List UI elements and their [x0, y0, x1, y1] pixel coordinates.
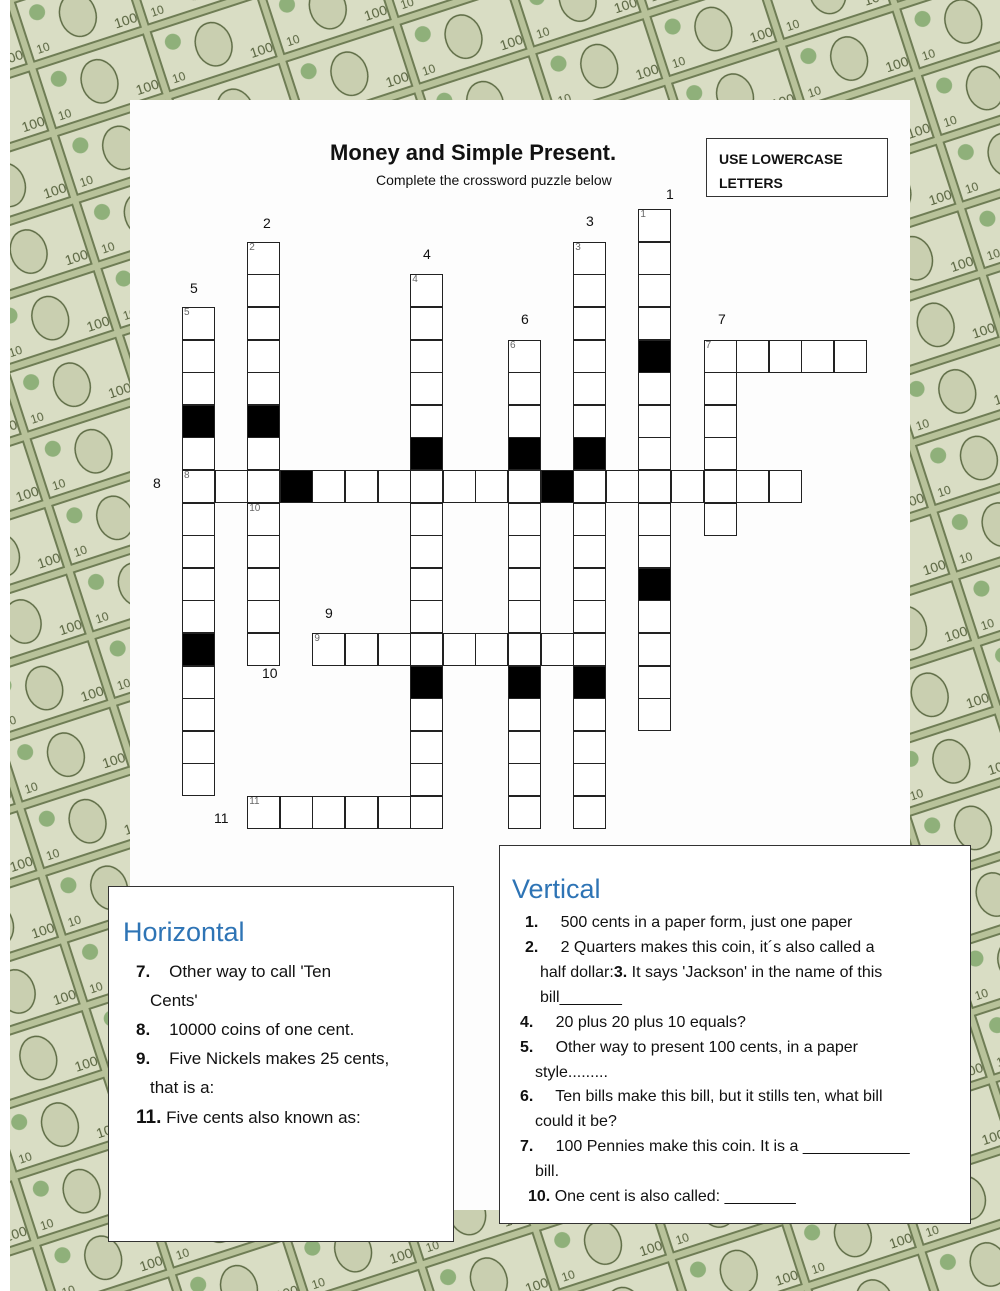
cell-number: 2 — [249, 241, 255, 253]
clue-text: Other way to call 'Ten — [169, 962, 332, 981]
crossword-cell[interactable] — [573, 274, 606, 307]
crossword-cell[interactable] — [573, 242, 606, 275]
vertical-heading: Vertical — [512, 874, 601, 904]
crossword-block — [573, 666, 606, 699]
crossword-cell[interactable] — [508, 731, 541, 764]
word-label-11: 11 — [214, 810, 229, 826]
crossword-cell[interactable] — [704, 340, 737, 373]
crossword-cell[interactable] — [508, 698, 541, 731]
crossword-cell[interactable] — [638, 503, 671, 536]
clue-line — [535, 1159, 559, 1184]
cell-number: 7 — [705, 339, 712, 351]
crossword-cell[interactable] — [410, 698, 443, 731]
crossword-cell[interactable] — [638, 372, 671, 405]
crossword-cell[interactable] — [573, 600, 606, 633]
crossword-cell[interactable] — [508, 503, 541, 536]
clue-line — [520, 1035, 858, 1060]
word-label-7: 7 — [718, 311, 726, 327]
cell-number: 10 — [249, 502, 261, 514]
clue-line — [150, 986, 198, 1015]
clue-line — [540, 985, 622, 1010]
instruction-note — [706, 138, 888, 197]
crossword-cell[interactable] — [182, 307, 215, 340]
crossword-cell[interactable] — [247, 633, 280, 666]
crossword-cell[interactable] — [247, 796, 280, 829]
crossword-cell[interactable] — [312, 633, 345, 666]
crossword-cell[interactable] — [378, 470, 411, 503]
cell-number: 3 — [575, 241, 581, 253]
crossword-cell[interactable] — [182, 568, 215, 601]
crossword-cell[interactable] — [638, 535, 671, 568]
crossword-cell[interactable] — [573, 731, 606, 764]
crossword-cell[interactable] — [736, 340, 769, 373]
crossword-cell[interactable] — [182, 600, 215, 633]
crossword-cell[interactable] — [769, 340, 802, 373]
clue-text: 20 plus 20 plus 10 equals? — [555, 1014, 746, 1031]
word-label-6: 6 — [521, 311, 529, 327]
crossword-cell[interactable] — [410, 405, 443, 438]
crossword-cell[interactable] — [410, 763, 443, 796]
clue-number: 4. — [520, 1014, 534, 1031]
clue-text: 10000 coins of one cent. — [169, 1020, 355, 1039]
crossword-block — [541, 470, 574, 503]
crossword-cell[interactable] — [410, 535, 443, 568]
crossword-block — [247, 405, 280, 438]
crossword-cell[interactable] — [247, 307, 280, 340]
clue-number: 5. — [520, 1039, 534, 1056]
crossword-cell[interactable] — [638, 600, 671, 633]
clue-text: 2 Quarters makes this coin, it´s also called a — [560, 939, 875, 956]
word-label-1: 1 — [666, 186, 674, 202]
crossword-cell[interactable] — [573, 503, 606, 536]
crossword-cell[interactable] — [508, 535, 541, 568]
clue-text: style......... — [535, 1064, 608, 1081]
crossword-cell[interactable] — [410, 796, 443, 829]
clue-number: 9. — [136, 1049, 151, 1068]
crossword-cell[interactable] — [345, 796, 378, 829]
clue-text: 100 Pennies make this coin. It is a ____________ — [555, 1138, 910, 1155]
page-subtitle: Complete the crossword puzzle below — [376, 172, 612, 188]
crossword-cell[interactable] — [410, 503, 443, 536]
clue-line — [520, 1084, 883, 1109]
clue-number: 3. — [613, 964, 628, 981]
crossword-cell[interactable] — [247, 535, 280, 568]
cell-number: 9 — [314, 633, 320, 644]
crossword-cell[interactable] — [182, 731, 215, 764]
clue-line — [528, 1184, 796, 1209]
crossword-cell[interactable] — [801, 340, 834, 373]
crossword-cell[interactable] — [573, 470, 606, 503]
crossword-cell[interactable] — [638, 405, 671, 438]
crossword-cell[interactable] — [638, 633, 671, 666]
word-label-8: 8 — [153, 475, 161, 491]
crossword-cell[interactable] — [443, 633, 476, 666]
crossword-cell[interactable] — [410, 633, 443, 666]
crossword-cell[interactable] — [606, 470, 639, 503]
crossword-cell[interactable] — [573, 340, 606, 373]
crossword-cell[interactable] — [182, 470, 215, 503]
crossword-cell[interactable] — [410, 372, 443, 405]
clue-text: bill_______ — [540, 989, 622, 1006]
crossword-cell[interactable] — [573, 405, 606, 438]
crossword-cell[interactable] — [410, 307, 443, 340]
crossword-cell[interactable] — [410, 568, 443, 601]
clue-number: 7. — [136, 962, 151, 981]
crossword-cell[interactable] — [573, 535, 606, 568]
crossword-cell[interactable] — [247, 600, 280, 633]
clue-number: 2. — [525, 939, 539, 956]
clue-line — [136, 1103, 361, 1132]
crossword-cell[interactable] — [704, 503, 737, 536]
crossword-cell[interactable] — [182, 372, 215, 405]
crossword-cell[interactable] — [704, 405, 737, 438]
clue-text: bill. — [535, 1163, 560, 1180]
crossword-cell[interactable] — [182, 763, 215, 796]
crossword-cell[interactable] — [736, 470, 769, 503]
cell-number: 4 — [412, 274, 418, 286]
crossword-cell[interactable] — [378, 796, 411, 829]
crossword-cell[interactable] — [671, 470, 704, 503]
crossword-block — [573, 437, 606, 470]
crossword-cell[interactable] — [247, 242, 280, 275]
clue-text: Five cents also known as: — [166, 1108, 361, 1127]
crossword-block — [410, 437, 443, 470]
crossword-cell[interactable] — [247, 340, 280, 373]
clue-text: 500 cents in a paper form, just one paper — [560, 914, 853, 931]
clue-line — [535, 1109, 617, 1134]
crossword-cell[interactable] — [410, 600, 443, 633]
crossword-cell[interactable] — [508, 633, 541, 666]
crossword-cell[interactable] — [638, 209, 671, 242]
crossword-block — [182, 633, 215, 666]
crossword-block — [280, 470, 313, 503]
crossword-cell[interactable] — [247, 437, 280, 470]
clue-text: half dollar: — [540, 964, 614, 981]
page-title: Money and Simple Present. — [330, 140, 617, 165]
crossword-block — [638, 340, 671, 373]
crossword-cell[interactable] — [247, 372, 280, 405]
crossword-cell[interactable] — [704, 437, 737, 470]
clue-text: It says 'Jackson' in the name of this — [631, 964, 883, 981]
crossword-cell[interactable] — [769, 470, 802, 503]
crossword-cell[interactable] — [508, 763, 541, 796]
crossword-cell[interactable] — [443, 470, 476, 503]
crossword-block — [638, 568, 671, 601]
clue-text: Other way to present 100 cents, in a paper — [555, 1039, 858, 1056]
crossword-cell[interactable] — [247, 470, 280, 503]
cell-number: 5 — [184, 307, 190, 318]
word-label-5: 5 — [190, 280, 198, 296]
clue-number: 11. — [136, 1107, 162, 1128]
horizontal-heading: Horizontal — [123, 917, 245, 947]
crossword-cell[interactable] — [541, 633, 574, 666]
clue-text: One cent is also called: ________ — [554, 1188, 796, 1205]
clue-number: 8. — [136, 1020, 151, 1039]
clue-line — [136, 1015, 354, 1044]
crossword-cell[interactable] — [638, 698, 671, 731]
clue-number: 1. — [525, 914, 539, 931]
crossword-cell[interactable] — [638, 470, 671, 503]
crossword-cell[interactable] — [638, 274, 671, 307]
crossword-cell[interactable] — [704, 470, 737, 503]
crossword-cell[interactable] — [345, 470, 378, 503]
clue-line — [525, 935, 874, 960]
crossword-cell[interactable] — [410, 731, 443, 764]
clue-line — [540, 960, 882, 985]
cell-number: 8 — [184, 470, 190, 481]
crossword-block — [182, 405, 215, 438]
cell-number: 6 — [510, 339, 516, 351]
crossword-cell[interactable] — [508, 340, 541, 373]
crossword-cell[interactable] — [475, 470, 508, 503]
clue-text: could it be? — [535, 1113, 617, 1130]
crossword-cell[interactable] — [280, 796, 313, 829]
crossword-cell[interactable] — [573, 372, 606, 405]
clue-text: Cents' — [150, 991, 198, 1010]
crossword-cell[interactable] — [182, 503, 215, 536]
crossword-cell[interactable] — [638, 307, 671, 340]
crossword-cell[interactable] — [573, 633, 606, 666]
clue-number: 10. — [528, 1188, 551, 1205]
crossword-cell[interactable] — [215, 470, 248, 503]
clue-line — [520, 1134, 910, 1159]
crossword-cell[interactable] — [508, 470, 541, 503]
word-label-2: 2 — [263, 215, 271, 231]
crossword-cell[interactable] — [508, 568, 541, 601]
crossword-cell[interactable] — [638, 242, 671, 275]
crossword-cell[interactable] — [508, 405, 541, 438]
crossword-cell[interactable] — [247, 568, 280, 601]
clue-text: Ten bills make this bill, but it stills ten, what bill — [555, 1088, 883, 1105]
crossword-cell[interactable] — [182, 698, 215, 731]
crossword-cell[interactable] — [573, 698, 606, 731]
crossword-cell[interactable] — [573, 568, 606, 601]
crossword-cell[interactable] — [573, 796, 606, 829]
crossword-block — [508, 437, 541, 470]
clue-number: 6. — [520, 1088, 534, 1105]
cell-number: 1 — [640, 209, 646, 221]
crossword-cell[interactable] — [410, 470, 443, 503]
crossword-cell[interactable] — [182, 437, 215, 470]
clue-line — [525, 910, 852, 935]
word-label-10: 10 — [262, 665, 278, 681]
crossword-cell[interactable] — [475, 633, 508, 666]
clue-line — [520, 1010, 746, 1035]
clue-number: 7. — [520, 1138, 534, 1155]
crossword-cell[interactable] — [182, 666, 215, 699]
crossword-cell[interactable] — [312, 470, 345, 503]
crossword-cell[interactable] — [182, 340, 215, 373]
crossword-cell[interactable] — [312, 796, 345, 829]
crossword-cell[interactable] — [638, 666, 671, 699]
clue-text: Five Nickels makes 25 cents, — [169, 1049, 390, 1068]
crossword-cell[interactable] — [638, 437, 671, 470]
cell-number: 11 — [249, 796, 260, 807]
clue-line — [136, 957, 331, 986]
clue-line — [535, 1060, 608, 1085]
instruction-line: USE LOWERCASE — [719, 151, 843, 167]
instruction-line: LETTERS — [719, 175, 783, 191]
crossword-cell[interactable] — [834, 340, 867, 373]
crossword-cell[interactable] — [704, 372, 737, 405]
clue-text: that is a: — [150, 1078, 215, 1097]
word-label-3: 3 — [586, 213, 594, 229]
crossword-cell[interactable] — [573, 763, 606, 796]
crossword-cell[interactable] — [410, 274, 443, 307]
word-label-4: 4 — [423, 246, 431, 262]
crossword-cell[interactable] — [508, 796, 541, 829]
crossword-cell[interactable] — [410, 340, 443, 373]
crossword-block — [410, 666, 443, 699]
crossword-cell[interactable] — [182, 535, 215, 568]
crossword-cell[interactable] — [378, 633, 411, 666]
clue-line — [150, 1073, 214, 1102]
crossword-cell[interactable] — [247, 274, 280, 307]
crossword-block — [508, 666, 541, 699]
clue-line — [136, 1044, 389, 1073]
crossword-cell[interactable] — [508, 372, 541, 405]
crossword-cell[interactable] — [247, 503, 280, 536]
crossword-cell[interactable] — [345, 633, 378, 666]
crossword-cell[interactable] — [508, 600, 541, 633]
word-label-9: 9 — [325, 605, 333, 621]
crossword-cell[interactable] — [573, 307, 606, 340]
